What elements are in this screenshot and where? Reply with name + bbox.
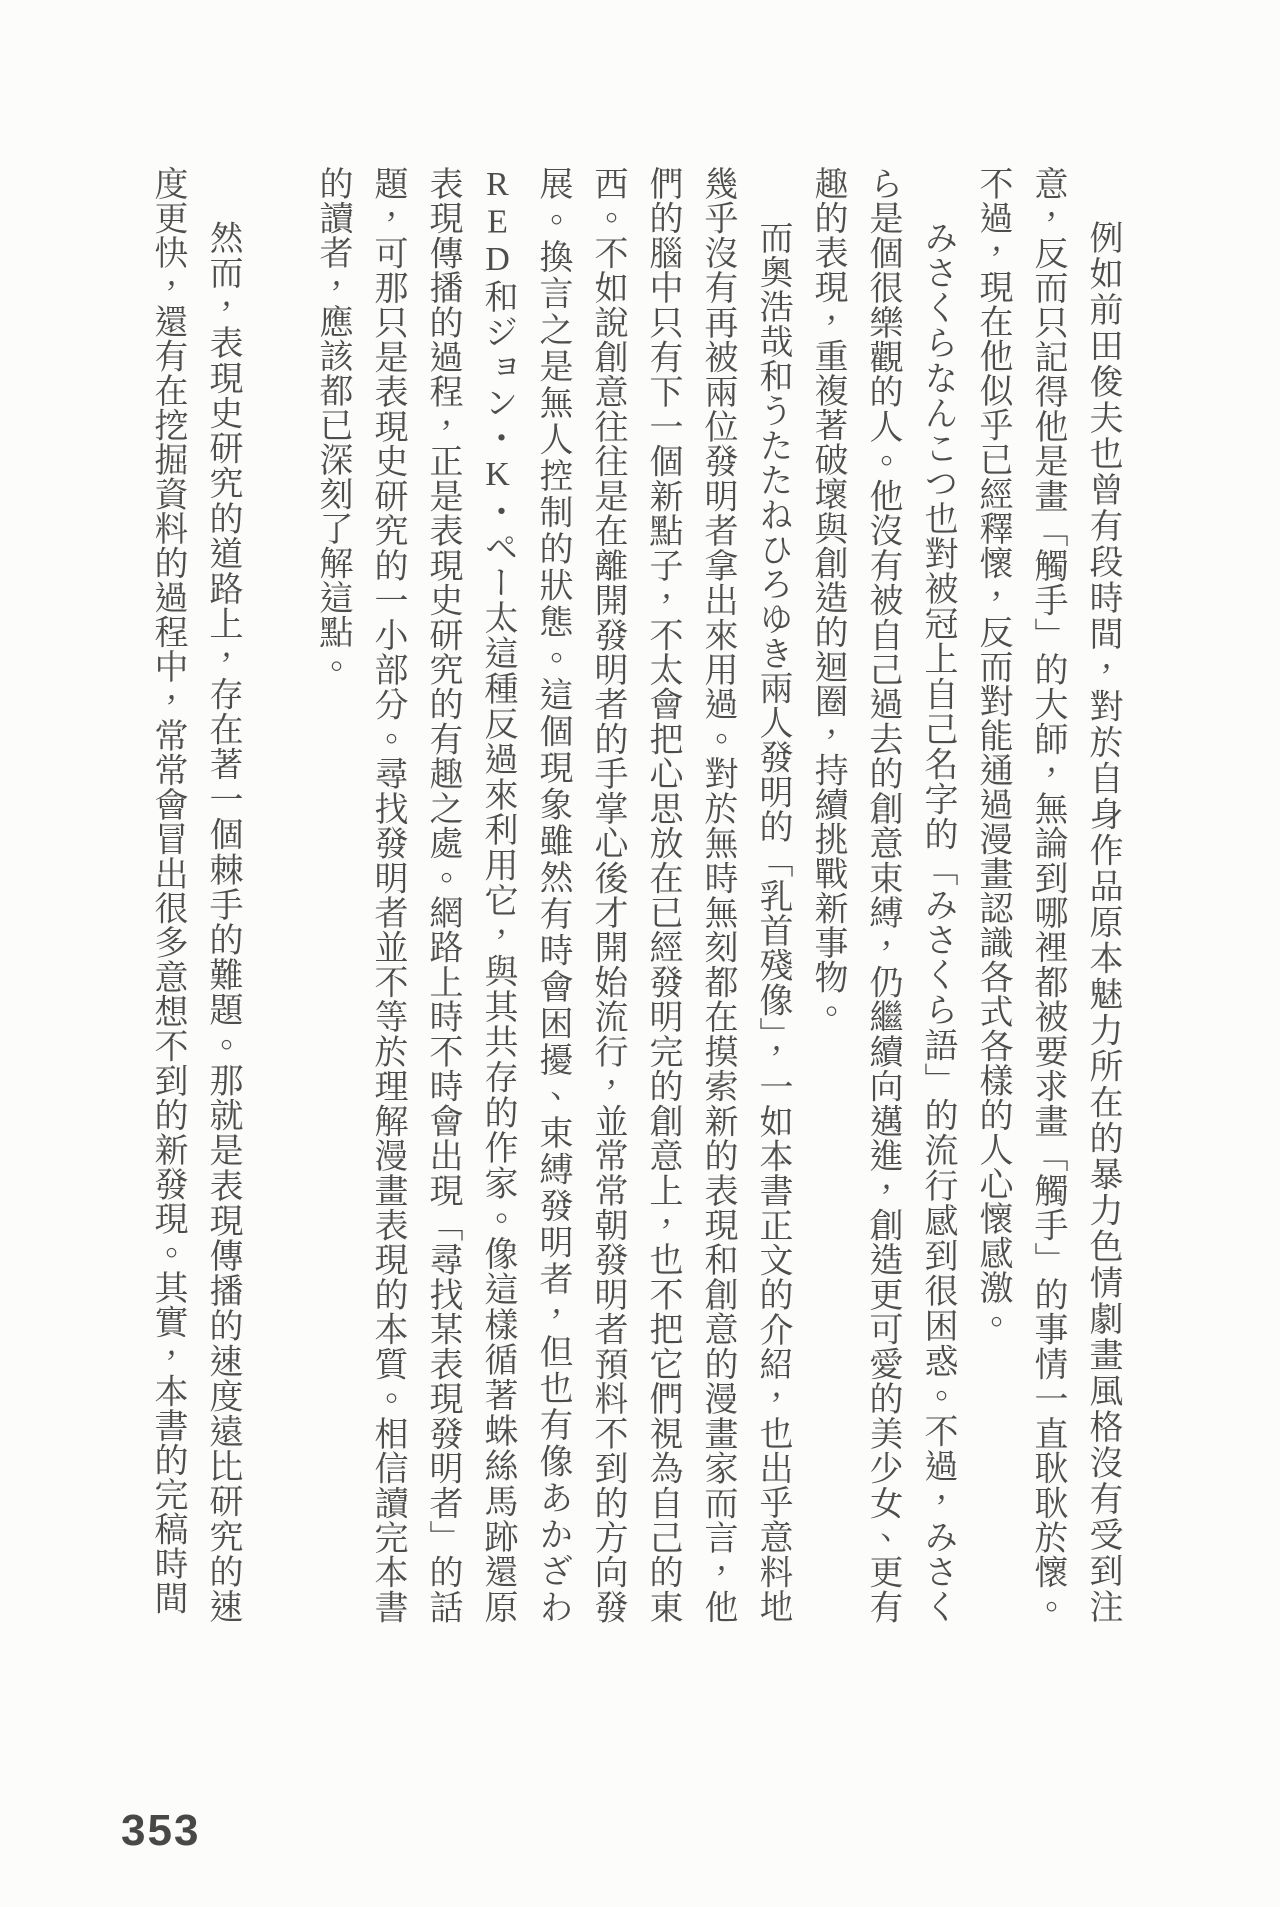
vertical-text-block xyxy=(118,166,1130,1624)
paragraph-2: みさくらなんこつ也對被冠上自己名字的「みさくら語」的流行感到很困惑。不過，みさくら是個很樂觀的人。他沒有被自己過去的創意束縛，仍繼續向邁進，創造更可愛的美少女、更有趣的表現，重複著破壞與創造的迴圈，持續挑戰新事物。 xyxy=(809,166,956,1624)
paragraph-3: 而奧浩哉和うたたねひろゆき兩人發明的「乳首殘像」，一如本書正文的介紹，也出乎意料地幾乎沒有再被兩位發明者拿出來用過。對於無時無刻都在摸索新的表現和創意的漫畫家而言，他們的腦中只有下一個新點子，不太會把心思放在已經發明完的創意上，也不把它們視為自己的東西。不如說創意往往是在離開發明者的手掌心後才開始流行，並常常朝發明者預料不到的方向發展。換言之是無人控制的狀態。這個現象雖然有時會困擾、束縛發明者，但也有像あかざわRED和ジョン・K・ペー太這種反過來利用它，與其共存的作家。像這樣循著蛛絲馬跡還原表現傳播的過程，正是表現史研究的有趣之處。網路上時不時會出現「尋找某表現發明者」的話題，可那只是表現史研究的一小部分。尋找發明者並不等於理解漫畫表現的本質。相信讀完本書的讀者，應該都已深刻了解這點。 xyxy=(314,166,791,1624)
paragraph-1: 例如前田俊夫也曾有段時間，對於自身作品原本魅力所在的暴力色情劇畫風格沒有受到注意，反而只記得他是畫「觸手」的大師，無論到哪裡都被要求畫「觸手」的事情一直耿耿於懷。不過，現在他似乎已經釋懷，反而對能通過漫畫認識各式各樣的人心懷感激。 xyxy=(974,166,1121,1624)
paragraph-4: 然而，表現史研究的道路上，存在著一個棘手的難題。那就是表現傳播的速度遠比研究的速度更快，還有在挖掘資料的過程中，常常會冒出很多意想不到的新發現。其實，本書的完稿時間 xyxy=(149,166,241,1624)
page-number: 353 xyxy=(121,1806,201,1855)
